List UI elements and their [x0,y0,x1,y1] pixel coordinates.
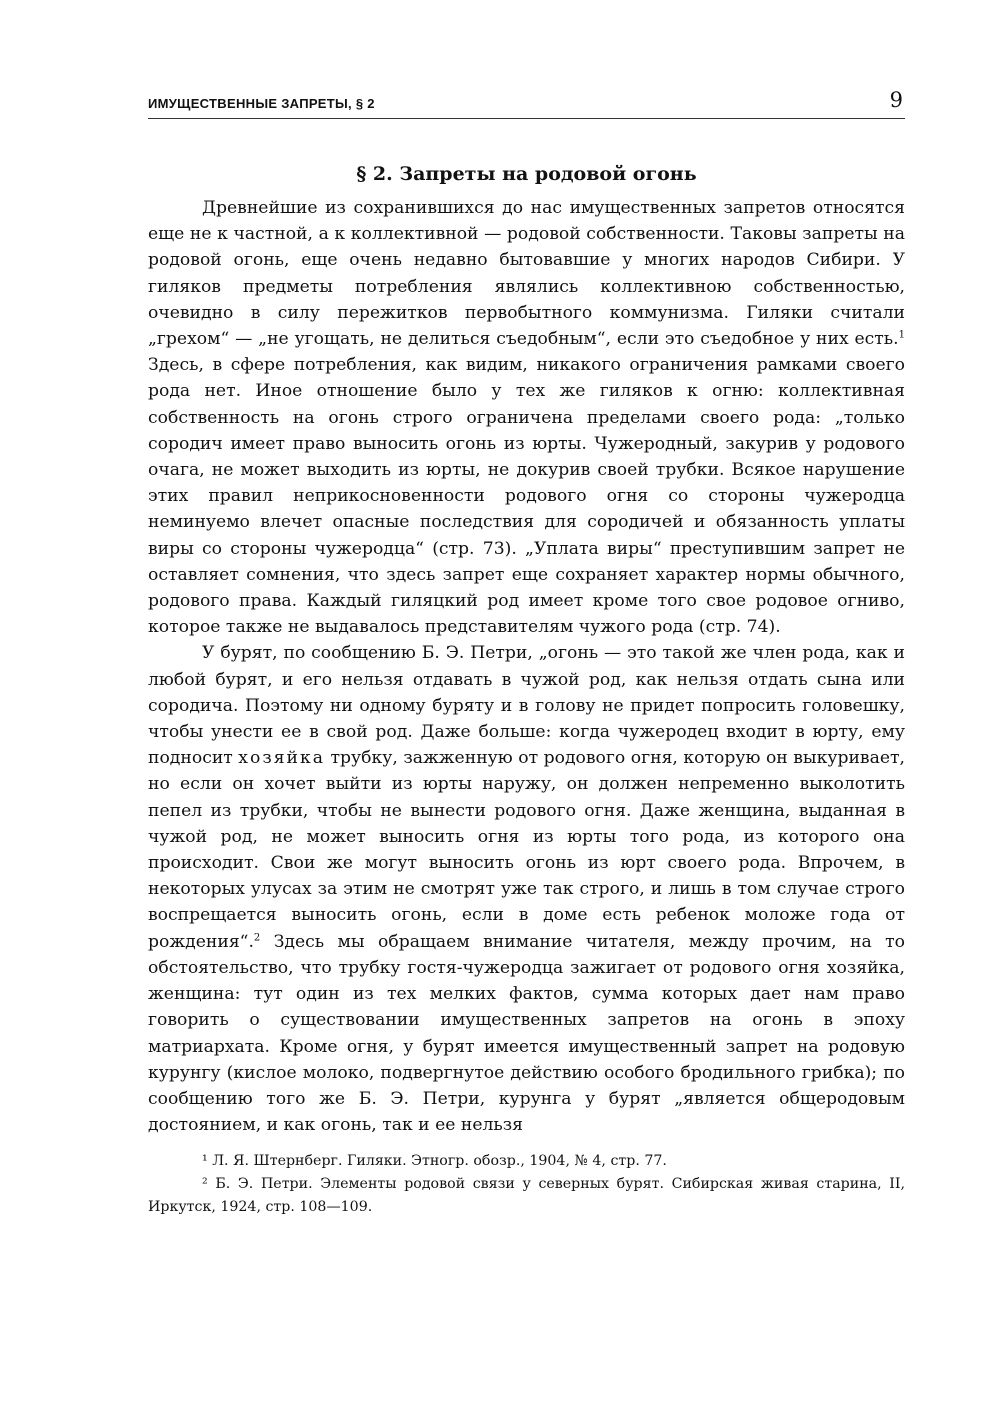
footnote-ref-2: 2 [253,931,261,943]
body-text [148,195,905,1138]
paragraph-2 [148,640,905,1138]
footnote-1: ¹ Л. Я. Штернберг. Гиляки. Этногр. обозр., 1904, № 4, стр. 77. [202,1153,667,1170]
footnote-2: ² Б. Э. Петри. Элементы родовой связи у северных бурят. Сибирская живая старина, II, Иркутск, 1924, стр. 108—109. [148,1176,905,1216]
running-title: ИМУЩЕСТВЕННЫЕ ЗАПРЕТЫ, § 2 [148,96,375,111]
paragraph-2-text-a: У бурят, по сообщению Б. Э. Петри, „огонь — это такой же член рода, как и любой бурят, и его нельзя отдавать в чужой род, как нельзя отдать сына или сородича. Поэтому ни одному буряту и в голову не придет попросить головешку, чтобы унести ее в свой род. Даже больше: когда чужеродец входит в юрту, ему подносит [148,643,905,769]
paragraph-2-spaced-word: хозяйка [238,748,325,769]
page [148,88,905,1219]
section-title: § 2. Запреты на родовой огонь [356,163,697,185]
paragraph-2-text-b: трубку, зажженную от родового огня, которую он выкуривает, но если он хочет выйти из юрты наружу, он должен непременно выколотить пепел из трубки, чтобы не вынести родового огня. Даже женщина, выданная в чужой род, не может выносить огня из юрты того рода, из которого она происходит. Свои же могут выносить огонь из юрт своего рода. Впрочем, в некоторых улусах за этим не смотрят уже так строго, и лишь в том случае строго воспрещается выносить огонь, если в доме есть ребенок моложе года от рождения“. [148,748,905,952]
footnotes [148,1150,905,1219]
running-head [148,88,905,119]
footnote-ref-1: 1 [898,329,905,341]
page-number: 9 [889,88,903,112]
paragraph-1-text-b: Здесь, в сфере потребления, как видим, никакого ограничения рамками своего рода нет. Иное отношение было у тех же гиляков к огню: коллективная собственность на огонь строго ограничена пределами своего рода: „только сородич имеет право выносить огонь из юрты. Чужеродный, закурив у родового очага, не может выходить из юрты, не докурив своей трубки. Всякое нарушение этих правил неприкосновенности родового огня со стороны чужеродца неминуемо влечет опасные последствия для сородичей и обязанность уплаты виры со стороны чужеродца“ (стр. 73). „Уплата виры“ преступившим запрет не оставляет сомнения, что здесь запрет еще сохраняет характер нормы обычного, родового права. Каждый гиляцкий род имеет кроме того свое родовое огниво, которое также не выдавалось представителям чужого рода (стр. 74). [148,355,905,638]
paragraph-1 [148,195,905,640]
paragraph-1-text-a: Древнейшие из сохранившихся до нас имущественных запретов относятся еще не к частной, а к коллективной — родовой собственности. Таковы запреты на родовой огонь, еще очень недавно бытовавшие у многих народов Сибири. У гиляков предметы потребления являлись коллективною собственностью, очевидно в силу пережитков первобытного коммунизма. Гиляки считали „грехом“ — „не угощать, не делиться съедобным“, если это съедобное у них есть. [148,198,905,350]
paragraph-2-text-c: Здесь мы обращаем внимание читателя, между прочим, на то обстоятельство, что трубку гостя-чужеродца зажигает от родового огня хозяйка, женщина: тут один из тех мелких фактов, сумма которых дает нам право говорить о существовании имущественных запретов на огонь в эпоху матриархата. Кроме огня, у бурят имеется имущественный запрет на родовую курунгу (кислое молоко, подвергнутое действию особого бродильного грибка); по сообщению того же Б. Э. Петри, курунга у бурят „является общеродовым достоянием, и как огонь, так и ее нельзя [148,931,905,1136]
